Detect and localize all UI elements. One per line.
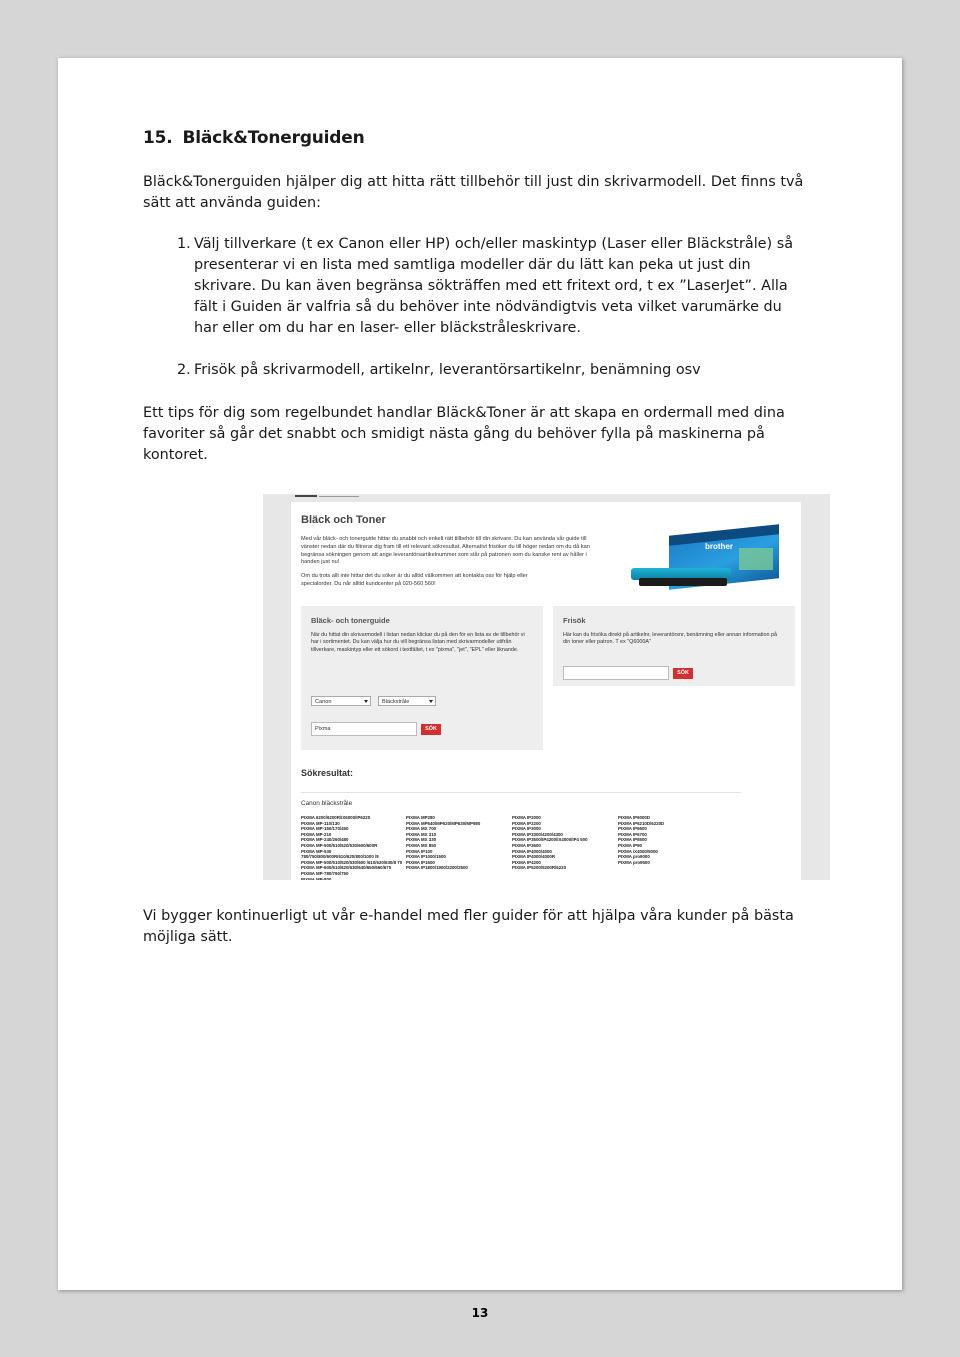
- guide-panel: [301, 606, 543, 750]
- step-number: 1.: [177, 236, 191, 252]
- result-printer-link[interactable]: PIXMA IP3300/4200/4300: [512, 831, 563, 837]
- guide-search-button[interactable]: SÖK: [421, 724, 441, 735]
- result-printer-link[interactable]: PIXMA IP4200: [512, 859, 541, 865]
- screenshot-title: Bläck och Toner: [301, 514, 386, 526]
- chevron-down-icon: [429, 700, 433, 703]
- free-search-input[interactable]: [563, 666, 669, 680]
- screenshot-tab-marker: [295, 495, 317, 497]
- toner-box-label: [739, 548, 773, 570]
- result-printer-link[interactable]: PIXMA IP90: [618, 842, 642, 848]
- screenshot-page: [291, 502, 801, 880]
- result-printer-link[interactable]: PIXMA MP-500/510/520/530/600/600R: [301, 842, 378, 848]
- screenshot-intro-text: Om du trots allt inte hittar det du söker är du alltid välkommen att kontakta oss för hjälp eller specialorder. Du når alltid kundcenter på 020-560 560!: [301, 573, 528, 587]
- result-printer-link[interactable]: PIXMA IP6210D/6220D: [618, 820, 665, 826]
- result-printer-link[interactable]: PIXMA MP-150/170/450: [301, 826, 349, 832]
- result-printer-link[interactable]: PIXMA IP5200/5200R/6220: [512, 865, 567, 871]
- result-printer-link[interactable]: PIXMA IP6000D: [618, 815, 651, 820]
- screenshot-tab-marker: [319, 496, 359, 497]
- result-printer-link[interactable]: PIXMA IP2000: [512, 815, 541, 820]
- steps-list: [179, 234, 807, 381]
- result-printer-link[interactable]: PIXMA IP6600: [618, 826, 647, 832]
- result-printer-link[interactable]: PIXMA MX 330: [406, 837, 437, 843]
- results-divider: [301, 792, 741, 793]
- free-search-panel: [553, 606, 795, 686]
- result-printer-link[interactable]: PIXMA IP1800/1900/2200/2500: [406, 865, 468, 871]
- result-printer-link[interactable]: PIXMA IP8500: [618, 837, 647, 843]
- type-select-value: Bläckstråle: [382, 699, 410, 705]
- section-heading: [143, 128, 365, 148]
- result-printer-link[interactable]: PIXMA IP4000/4000R: [512, 854, 556, 860]
- result-printer-link[interactable]: PIXMA IP4000/4000: [512, 848, 552, 854]
- result-printer-link[interactable]: PIXMA IP3000: [512, 826, 541, 832]
- type-select[interactable]: [378, 696, 436, 706]
- result-printer-link[interactable]: PIXMA IP1000/1500: [406, 854, 446, 860]
- guide-panel-text: När du hittat din skrivarmodell i listan nedan klickar du på den för en lista av de tillbehör vi har i sortimentet. Du kan välja hur du vill begränsa listan med skrivarmodeller utifrån tillverkare, maskintyp eller ett sökord i textfältet, t ex "pixma", "jet", "EPL" eller liknande.: [311, 632, 525, 653]
- outro-paragraph: Vi bygger kontinuerligt ut vår e-handel med fler guider för att hjälpa våra kunder på bästa möjliga sätt.: [143, 908, 794, 945]
- section-number: 15.: [143, 128, 173, 148]
- result-printer-link[interactable]: PIXMA MP-800: [301, 876, 332, 880]
- manufacturer-select-value: Canon: [315, 699, 332, 705]
- intro-paragraph: Bläck&Tonerguiden hjälper dig att hitta rätt tillbehör till just din skrivarmodell. Det finns två sätt att använda guiden:: [143, 174, 804, 211]
- guide-search-input[interactable]: Pixma: [311, 722, 417, 736]
- results-column: [406, 815, 510, 871]
- result-printer-link[interactable]: PIXMA IP100: [406, 848, 433, 854]
- step-item: [179, 360, 807, 381]
- step-text: Välj tillverkare (t ex Canon eller HP) och/eller maskintyp (Laser eller Bläckstråle) så presenterar vi en lista med samtliga modeller där du lätt kan peka ut just din skrivare. Du kan även begränsa sökträffen med ett fritext ord, t ex ”LaserJet”. Alla fält i Guiden är valfria så du behöver inte nödvändigtvis veta vilket varumärke du har eller om du har en laser- eller bläckstråleskrivare.: [194, 236, 794, 336]
- results-title: Sökresultat:: [301, 768, 354, 778]
- result-printer-link[interactable]: PIXMA MP-210: [301, 831, 332, 837]
- step-number: 2.: [177, 362, 191, 378]
- result-printer-link[interactable]: PIXMA MX 310: [406, 831, 437, 837]
- free-search-title: Frisök: [563, 616, 586, 625]
- toner-cartridge-base: [639, 578, 727, 586]
- results-category: Canon bläckstråle: [301, 800, 353, 807]
- result-printer-link[interactable]: PIXMA iX4000/5000: [618, 848, 658, 854]
- manufacturer-select[interactable]: [311, 696, 371, 706]
- result-printer-link[interactable]: PIXMA pro9500: [618, 859, 650, 865]
- result-printer-link[interactable]: PIXMA MP-530: [301, 848, 332, 854]
- brand-logo: brother: [705, 542, 733, 551]
- results-column: [618, 815, 722, 865]
- result-printer-link[interactable]: PIXMA MX 850: [406, 842, 437, 848]
- section-title: Bläck&Tonerguiden: [182, 128, 365, 148]
- result-printer-link[interactable]: PIXMA IP2200: [512, 820, 541, 826]
- result-printer-link[interactable]: 780/750/800/600R/610/620/800/1000 /8: [301, 854, 379, 860]
- result-printer-link[interactable]: PIXMA MP-780/760/750: [301, 870, 349, 876]
- free-search-text: Här kan du frisöka direkt på artikelnr, leverantörsnr, benämning eller annan information på din toner eller patron. T ex "Q6000A": [563, 632, 777, 646]
- guide-panel-title: Bläck- och tonerguide: [311, 616, 390, 625]
- step-item: [179, 234, 807, 339]
- result-printer-link[interactable]: PIXMA IP3500/IP4200/IX4000/IP4 500: [512, 837, 588, 843]
- result-printer-link[interactable]: PIXMA MP-240/260/480: [301, 837, 349, 843]
- result-printer-link[interactable]: PIXMA MP540/MP620/MP630/MP980: [406, 820, 481, 826]
- screenshot-intro-text: Med vår bläck- och tonerguide hittar du snabbt och enkelt rätt tillbehör till din skrivare. Du kan använda vår guide till vänster nedan där du filtrerar dig fram till ett relevant sökresultat. Alternativt frisöker du till höger nedan om du då kan begränsa sökningen genom att ange leverantörsartikelnummer som står på patronen som du kanske rent av håller i handen just nu!: [301, 536, 590, 566]
- result-printer-link[interactable]: PIXMA 6200/6200R/IX6000/IP6220: [301, 815, 371, 820]
- result-printer-link[interactable]: PIXMA IP1600: [406, 859, 435, 865]
- result-printer-link[interactable]: PIXMA MP-110/130: [301, 820, 340, 826]
- page-number: 13: [471, 1306, 489, 1320]
- step-text: Frisök på skrivarmodell, artikelnr, leverantörsartikelnr, benämning osv: [194, 362, 701, 378]
- free-search-button[interactable]: SÖK: [673, 668, 693, 679]
- toner-product-image: [629, 530, 787, 600]
- results-column: [512, 815, 616, 871]
- result-printer-link[interactable]: PIXMA MP-600/610/620/630/640/650/660/670: [301, 865, 392, 871]
- document-page: [58, 58, 902, 1320]
- result-printer-link[interactable]: PIXMA pro9000: [618, 854, 650, 860]
- embedded-screenshot: [263, 494, 830, 880]
- chevron-down-icon: [364, 700, 368, 703]
- result-printer-link[interactable]: PIXMA MP280: [406, 815, 435, 820]
- result-printer-link[interactable]: PIXMA IP3600: [512, 842, 541, 848]
- results-column: [301, 815, 405, 880]
- result-printer-link[interactable]: PIXMA MP-500/510/520/530/600 /610/620/630/8 70: [301, 859, 403, 865]
- result-printer-link[interactable]: PIXMA IP6700: [618, 831, 647, 837]
- result-printer-link[interactable]: PIXMA MX 700: [406, 826, 437, 832]
- tips-paragraph: Ett tips för dig som regelbundet handlar Bläck&Toner är att skapa en ordermall med dina favoriter så går det snabbt och smidigt nästa gång du behöver fylla på maskinerna på kontoret.: [143, 405, 785, 463]
